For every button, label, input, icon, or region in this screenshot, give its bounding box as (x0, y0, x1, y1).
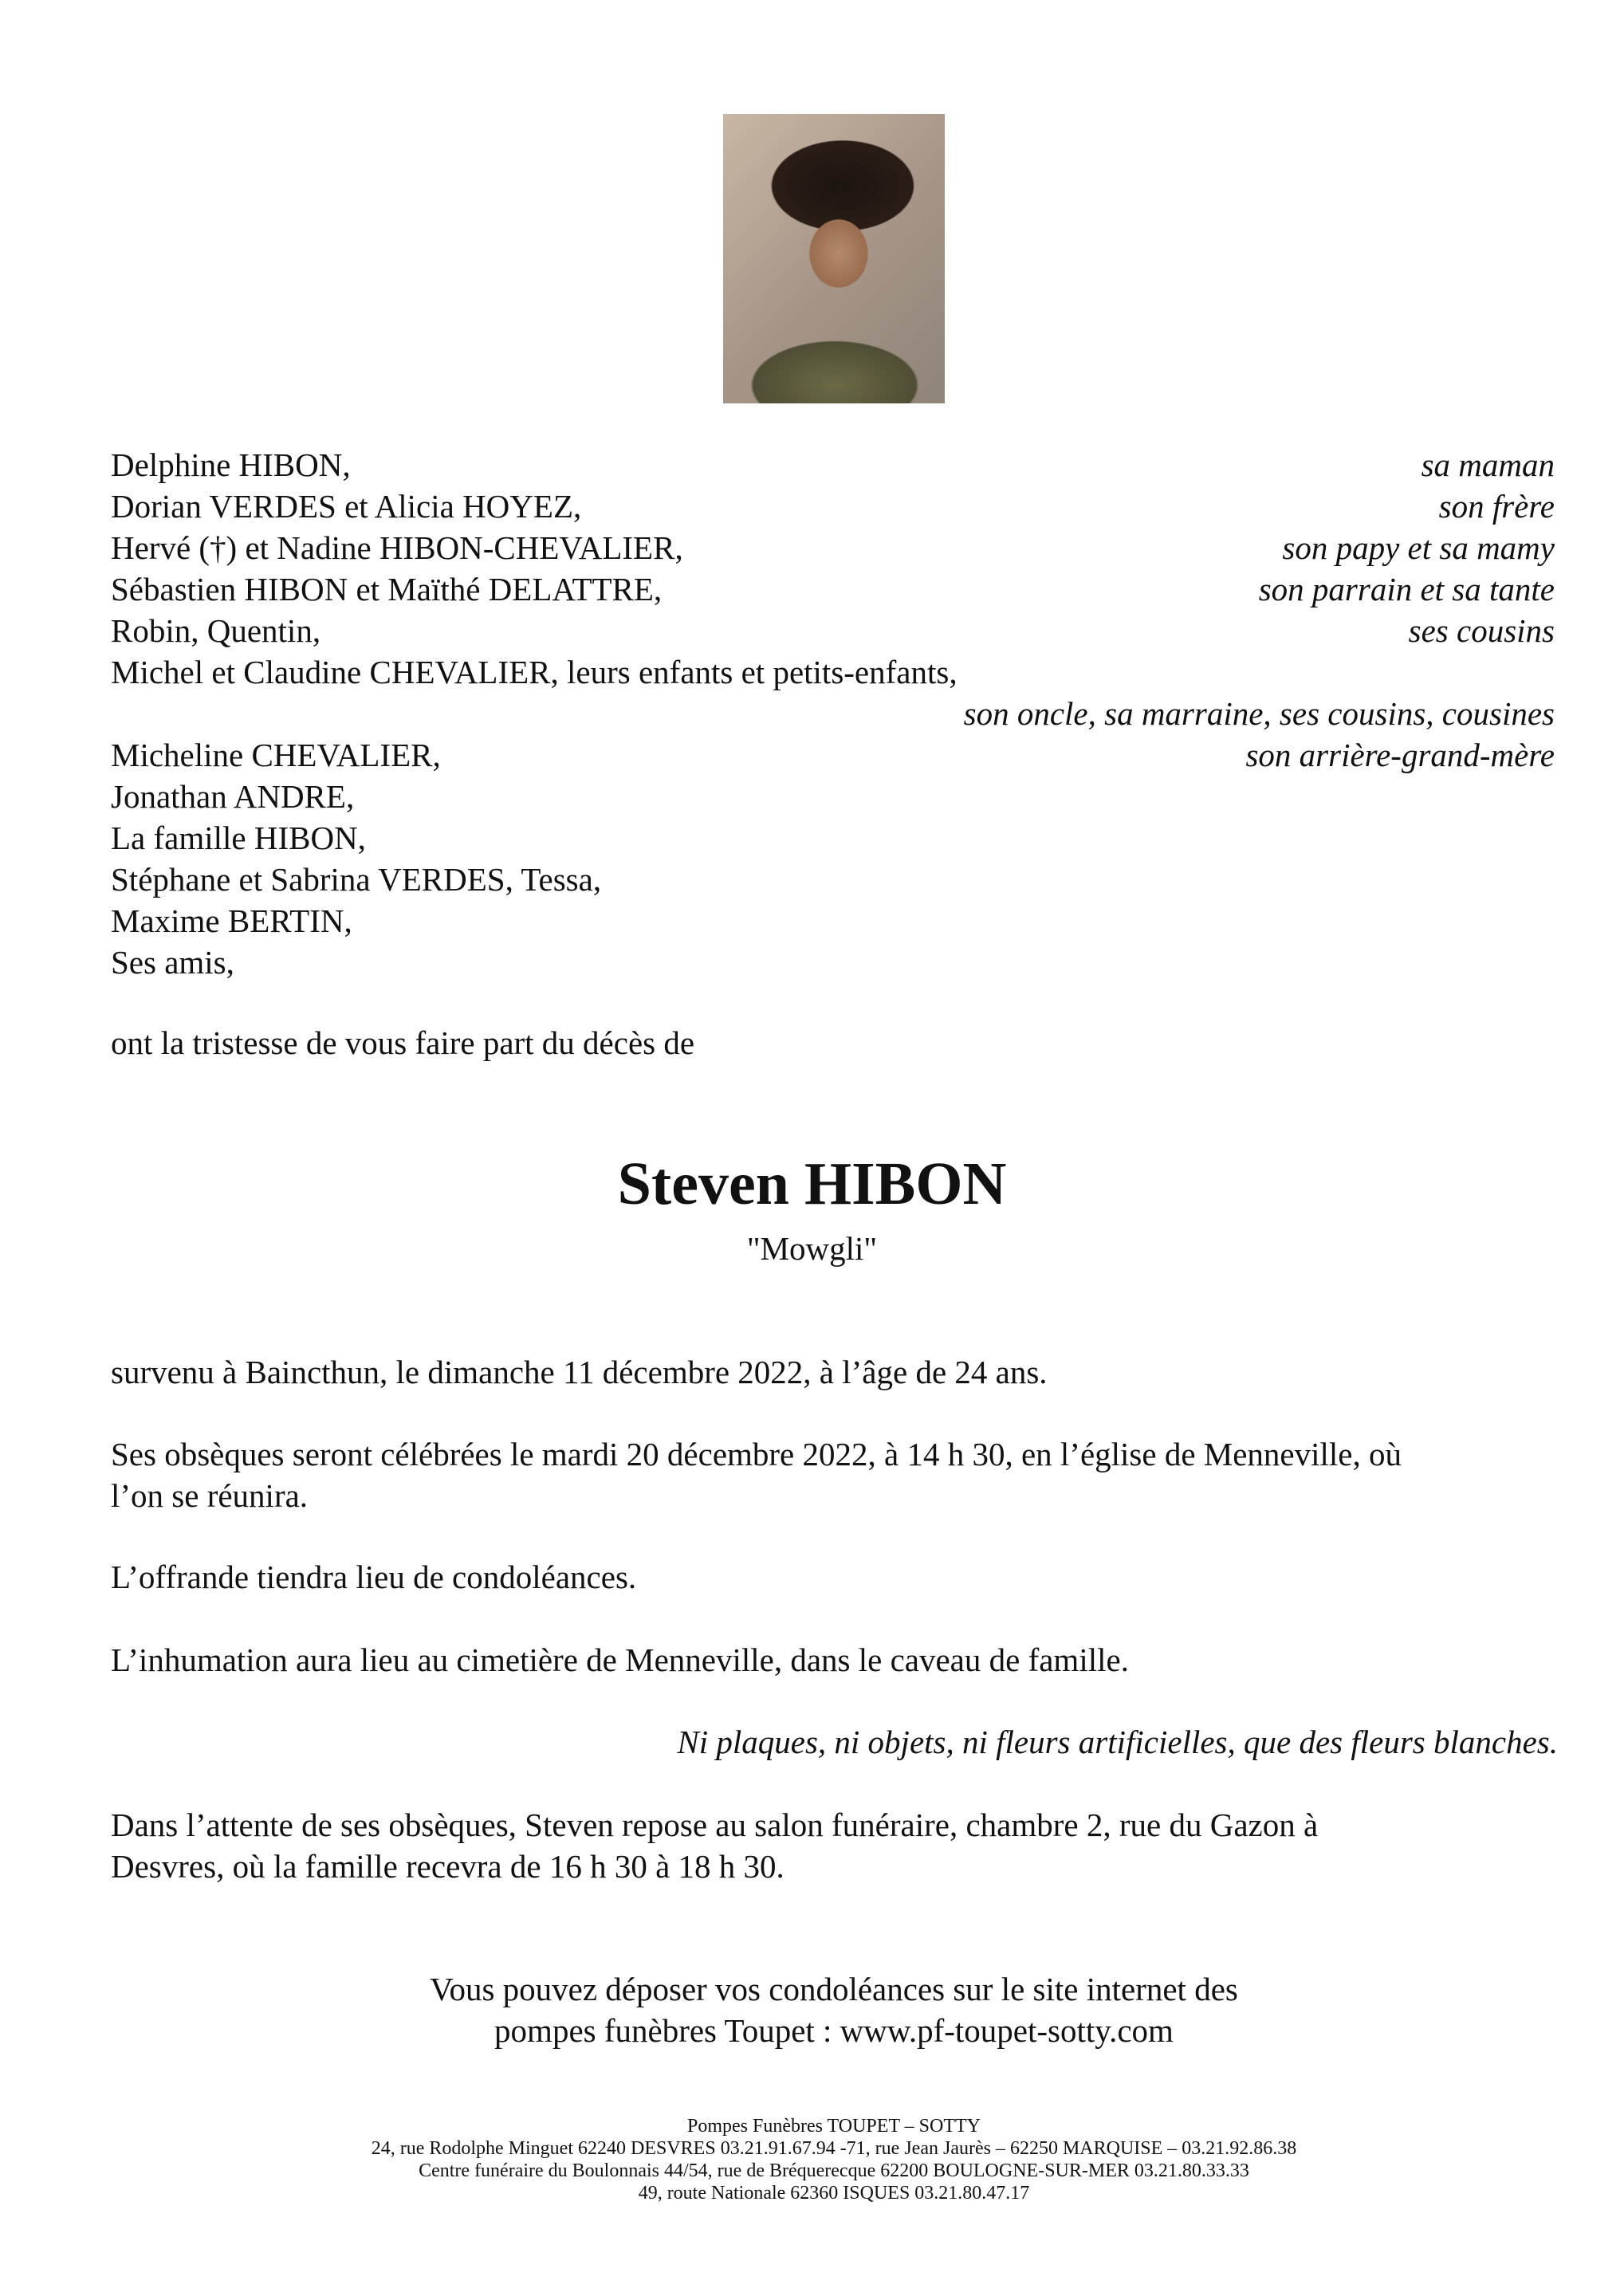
family-member: Robin, Quentin, (111, 612, 321, 649)
family-member: Sébastien HIBON et Maïthé DELATTRE, (111, 571, 663, 607)
family-row (111, 776, 1555, 817)
deceased-photo (723, 114, 945, 403)
burial-text: L’inhumation aura lieu au cimetière de Menneville, dans le caveau de famille. (111, 1641, 1129, 1678)
relation: son parrain et sa tante (1258, 571, 1555, 607)
nickname: "Mowgli" (746, 1230, 878, 1267)
relation: son frère (1438, 488, 1555, 525)
family-row (111, 527, 1555, 568)
offering-text: L’offrande tiendra lieu de condoléances. (111, 1559, 637, 1595)
family-list (111, 444, 1555, 983)
condolences-line-1: Vous pouvez déposer vos condoléances sur le site internet des (430, 1971, 1238, 2007)
footer-line: Centre funéraire du Boulonnais 44/54, rue de Bréquerecque 62200 BOULOGNE-SUR-MER 03.21.80.33.33 (419, 2160, 1249, 2181)
family-row (111, 610, 1555, 651)
family-row (111, 817, 1555, 859)
family-member: Jonathan ANDRE, (111, 778, 355, 815)
flowers-text: Ni plaques, ni objets, ni fleurs artificielles, que des fleurs blanches. (677, 1724, 1558, 1760)
family-member: Hervé (†) et Nadine HIBON-CHEVALIER, (111, 529, 683, 566)
funeral-line-2: l’on se réunira. (111, 1477, 309, 1514)
footer-line: 49, route Nationale 62360 ISQUES 03.21.80.47.17 (638, 2183, 1030, 2204)
death-text: survenu à Baincthun, le dimanche 11 décembre 2022, à l’âge de 24 ans. (111, 1354, 1048, 1390)
relation: sa maman (1421, 446, 1555, 483)
funeral-line-1: Ses obsèques seront célébrées le mardi 20 décembre 2022, à 14 h 30, en l’église de Menneville, où (111, 1436, 1402, 1472)
family-row (111, 942, 1555, 983)
family-row (111, 734, 1555, 776)
family-row (111, 693, 1555, 734)
family-row (111, 444, 1555, 486)
family-member: Dorian VERDES et Alicia HOYEZ, (111, 488, 582, 525)
footer-line: 24, rue Rodolphe Minguet 62240 DESVRES 03.21.91.67.94 -71, rue Jean Jaurès – 62250 MARQUISE – 03.21.92.86.38 (371, 2138, 1297, 2159)
family-row (111, 900, 1555, 942)
relation: ses cousins (1408, 612, 1555, 649)
relation: son papy et sa mamy (1282, 529, 1555, 566)
family-member: Maxime BERTIN, (111, 902, 352, 939)
family-member: Delphine HIBON, (111, 446, 351, 483)
family-row (111, 486, 1555, 527)
family-member: Micheline CHEVALIER, (111, 737, 441, 773)
rest-line-2: Desvres, où la famille recevra de 16 h 30 à 18 h 30. (111, 1848, 784, 1885)
footer-line: Pompes Funèbres TOUPET – SOTTY (686, 2116, 981, 2137)
rest-line-1: Dans l’attente de ses obsèques, Steven repose au salon funéraire, chambre 2, rue du Gazon à (111, 1807, 1319, 1843)
family-member: Stéphane et Sabrina VERDES, Tessa, (111, 861, 602, 898)
family-member: La famille HIBON, (111, 820, 366, 856)
deceased-name: Steven HIBON (617, 1150, 1007, 1217)
family-row (111, 651, 1555, 693)
family-row (111, 568, 1555, 610)
family-member: Michel et Claudine CHEVALIER, leurs enfants et petits-enfants, (111, 654, 957, 690)
relation: son arrière-grand-mère (1245, 737, 1555, 773)
family-row (111, 859, 1555, 900)
relation: son oncle, sa marraine, ses cousins, cousines (963, 695, 1555, 732)
family-member: Ses amis, (111, 944, 234, 981)
announce-text: ont la tristesse de vous faire part du décès de (111, 1024, 695, 1061)
condolences-line-2: pompes funèbres Toupet : www.pf-toupet-sotty.com (494, 2012, 1174, 2049)
